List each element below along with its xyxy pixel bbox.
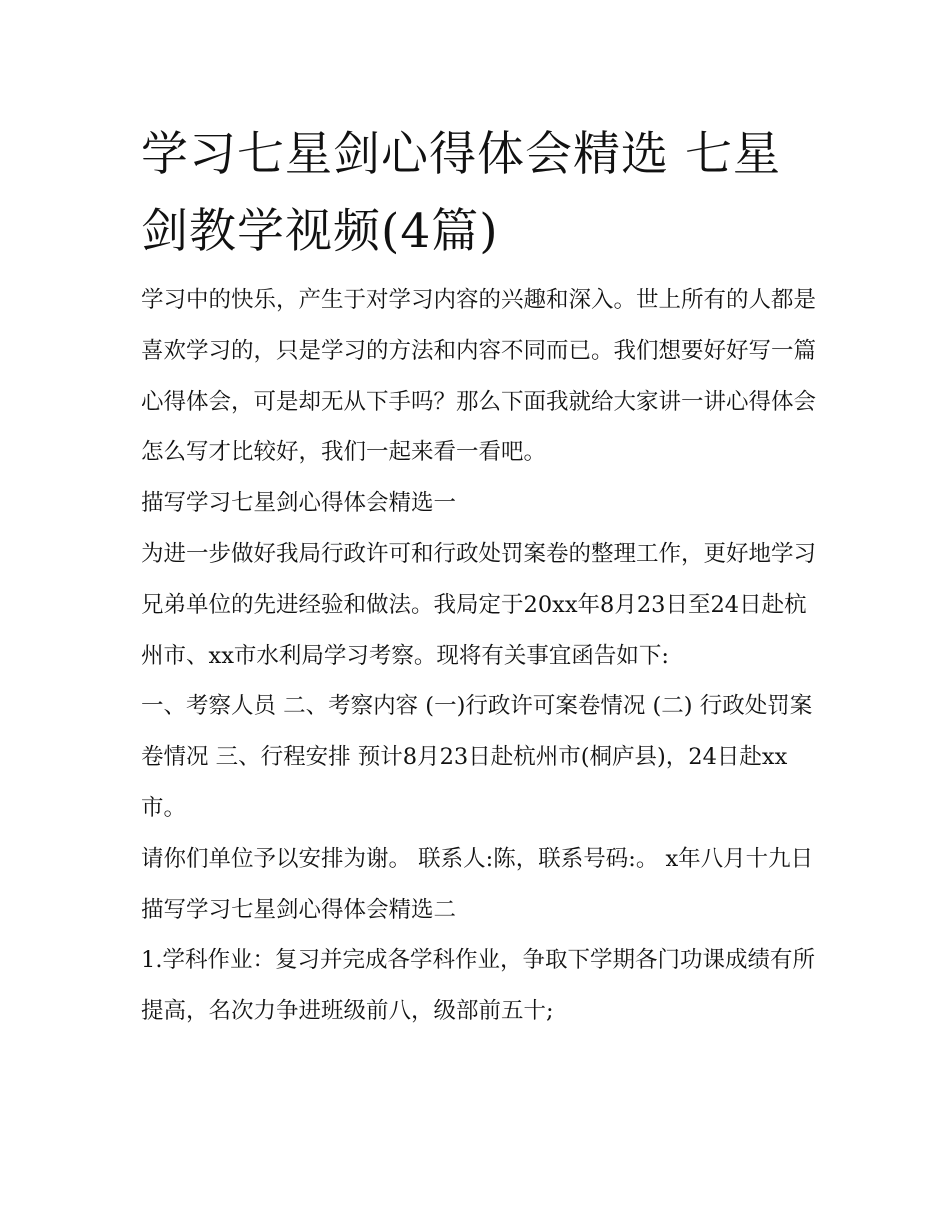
intro-paragraph: 学习中的快乐，产生于对学习内容的兴趣和深入。世上所有的人都是喜欢学习的，只是学习的方法和内容不同而已。我们想要好好写一篇心得体会，可是却无从下手吗？那么下面我就给大家讲一讲心得体会怎么写才比较好，我们一起来看一看吧。 xyxy=(141,287,817,466)
inspection-items-paragraph: 一、考察人员 二、考察内容 (一)行政许可案卷情况 (二) 行政处罚案卷情况 三、行程安排 预计8月23日赴杭州市(桐庐县)，24日赴xx市。 xyxy=(141,693,813,821)
document-body xyxy=(141,275,821,1037)
section-heading-one: 描写学习七星剑心得体会精选一 xyxy=(141,490,457,517)
letter-paragraph: 为进一步做好我局行政许可和行政处罚案卷的整理工作，更好地学习兄弟单位的先进经验和做法。我局定于20xx年8月23日至24日赴杭州市、xx市水利局学习考察。现将有关事宜函告如下: xyxy=(141,540,817,669)
document-title: 学习七星剑心得体会精选 七星剑教学视频(4篇) xyxy=(141,127,781,259)
closing-paragraph: 请你们单位予以安排为谢。 联系人:陈，联系号码:。 x年八月十九日 描写学习七星剑心得体会精选二 xyxy=(141,845,814,923)
homework-paragraph: 1.学科作业：复习并完成各学科作业，争取下学期各门功课成绩有所提高，名次力争进班级前八，级部前五十; xyxy=(141,947,815,1025)
